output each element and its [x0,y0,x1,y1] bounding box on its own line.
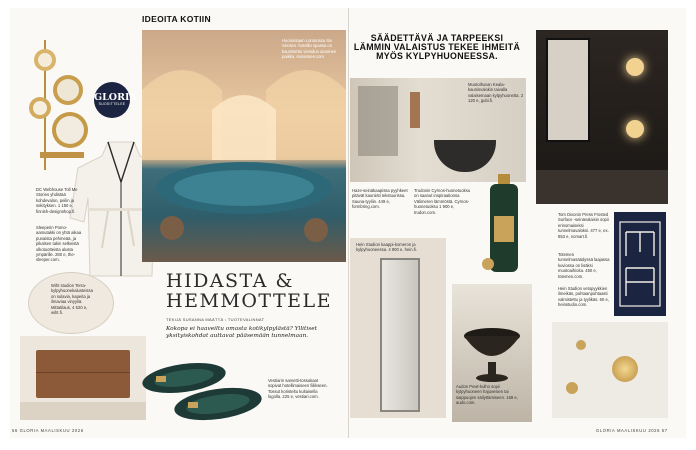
bowl-caption: Audon Pewt-kulho sopii kylpyhuoneen hajuvesien tai saippuojen säilyttämiseen. 169 e, audo.com. [456,384,518,406]
towel-pattern [614,212,666,316]
bath-caption: Muotoiltuvan Keala-kaunisvalokin taivalla valaisemaan kylpyhuonetta. 2 120 e, gubi.fi. [468,82,524,104]
diffuser-caption: Trudonin Cyrnos-huonetuoksu on saanut inspiraationsa Välimeren lämmöstä. Cyrnos-huonetuoksu 1 900 e, trudon.com. [414,188,471,215]
feature-title [166,271,332,311]
sconce-caption: Tom Dixonin Press Frosted Surface -seinävalaisin sopii erinomaiseksi tunnelmavaloksi. 477 e, ex. 853 e, nomart.fi. [558,212,609,239]
dark-bathroom-photo [536,30,668,204]
mirror-caption: Wiht studion Terra-kylpyhuonekalusteissa on sulavia, kapeita ja ilmaviaa vinyyliä. Mittatilaus, 4 520 e, wiht.fi. [51,283,93,316]
gloria-recommends-badge [94,82,137,118]
robe-caption: Sleeperin Pomo-aamutakki on yhtä aikaa punaista pehmeää, ja pikalsen takin selkeistä ulkotuotteista alusta ympärille. 280 e, the-sleeper.com. [36,225,82,263]
section-label: IDEOITA KOTIIN [142,14,211,24]
sconce-light-2 [626,120,644,138]
feature-title-line2: HEMMOTTELE [166,290,332,312]
bowl-photo [452,284,532,422]
bathroom-window [358,86,398,156]
bowl-shape [462,324,522,384]
badge-label: SUOSITTELEE [98,102,126,106]
hanging-towel [410,92,420,128]
feature-lead: Kokopa ei haaveiltu omasta kotikylpylästä? Yllitiset yksityiskohdat auttavat pääsemään tunnelmaan. [166,326,317,340]
round-mirror-image [28,272,114,334]
slippers-image [140,356,266,428]
vanity-floor [20,402,146,420]
small-gold-knob [576,340,586,350]
dark-window [546,38,590,142]
diffuser-bottle-image [474,172,534,276]
gold-knobs-photo [552,322,668,418]
lamp-caption: DC Webhouse Toll Me Stories yhdistää kohdevalon, peilin ja sekityksen. 1 150 e, finnish-designshop.fi. [36,187,78,214]
footer-right: GLORIA MAALISKUU 2026 57 [596,428,668,433]
cabinet-body [380,258,420,412]
feature-title-line1: HIDASTA & [166,270,294,292]
dark-tub [536,170,668,204]
towel-art-caption: Totemen tunnelmasäädyssä laajassa kuviossa on lisäksi muotoaihioita. 450 e, totemen.com. [558,252,610,279]
headline: SÄÄDETTÄVÄ JA TARPEEKSI LÄMMIN VALAISTUS TEKEE IHMEITÄ MYÖS KYLPYHUONEESSA. [353,33,521,62]
byline-author: TEKIJÄ SUSANNA MÄÄTTÄ [166,317,224,322]
large-gold-knob [612,356,638,382]
vanity-drawer-line [36,372,130,373]
feature-byline [166,317,264,322]
mirror-cabinet-photo [350,238,446,418]
spa-pool-photo [142,30,346,262]
vanity-photo [20,336,146,420]
sconce-light-1 [626,58,644,76]
knob-caption: Hein Studion vetopyykkien ilmeikäs, puhtaanpuhtaasti valmistettu ja tyylikäs. 60 e, heinstudio.com. [558,286,609,308]
byline-styling: TUOTEVALINNAT [227,317,265,322]
patterned-towel-image [614,212,666,316]
black-bathtub [434,140,496,172]
pool-caption: Huomiotaan Lontoossa Six Senses -hotellin spassa on kaunistettu vierailun arvoinen paikka. sixsenses.com [282,38,337,60]
badge-brand: GLORIA [94,92,137,103]
footer-left: 56 GLORIA MAALISKUU 2026 [12,428,84,433]
cabinet-caption: Hein Studion kaappi-komeron ja kylpyhuoneessa. 4 900 e, hein.fi. [356,242,417,253]
pool-arches-illustration [142,30,346,262]
bathroom-photo [350,78,526,182]
vanity-cabinet [36,350,130,398]
towels-caption: Haze-seinäkaapissa pyyhkeet pitävät kauniisti tekstuurissa. Sauna-tyyliin. 449 e, formbring.com. [352,188,408,210]
page-gutter [348,8,349,438]
gold-knob-lower [566,382,578,394]
byline-separator: • [224,317,227,322]
slippers-caption: Vestiarin sametti-tossukaat sopivat hotellimaiseen fiilikseen. Tossut koristeltu kultaisella logolla. 225 e, vestiari.com. [268,378,328,400]
